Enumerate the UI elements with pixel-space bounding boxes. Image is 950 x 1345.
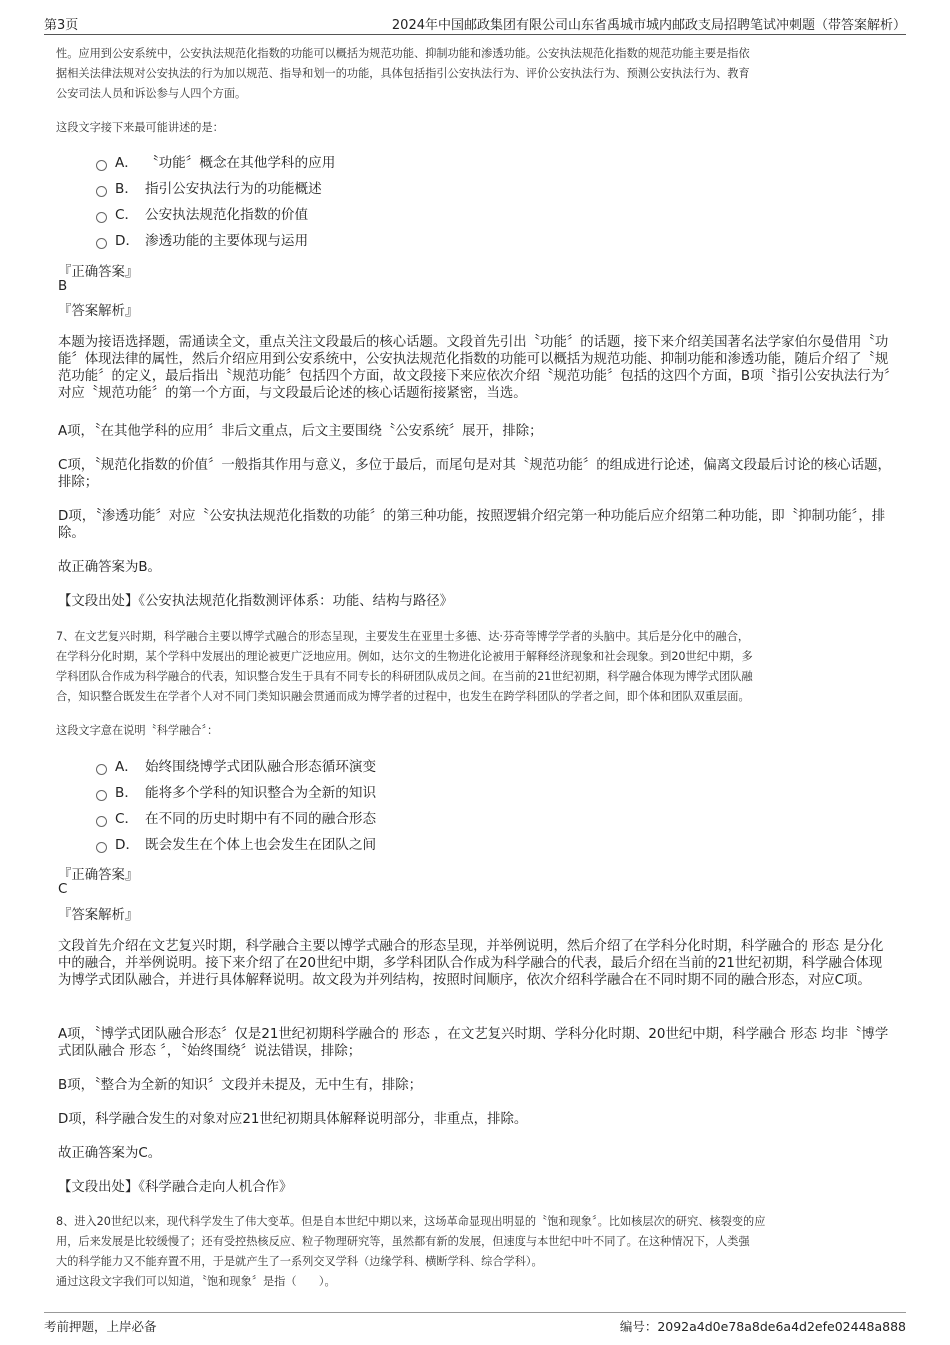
footer-slogan: 考前押题，上岸必备 [44, 1319, 157, 1334]
option-letter: B． [115, 181, 138, 197]
option-letter: B． [115, 785, 138, 801]
option-letter: C． [115, 811, 139, 827]
option-text: 始终围绕博学式团队融合形态循环演变 [145, 759, 377, 775]
q6-stem-line: 性。应用到公安系统中，公安执法规范化指数的功能可以概括为规范功能、抑制功能和渗透功能。公安执法规范化指数的规范功能主要是指依 [56, 47, 750, 60]
q8-stem [56, 1212, 898, 1292]
q8-stem-line: 通过这段文字我们可以知道，〝饱和现象〞是指（ ）。 [56, 1275, 336, 1288]
q8-stem-line: 大的科学能力又不能弃置不用，于是就产生了一系列交叉学科（边缘学科、横断学科、综合学科）。 [56, 1255, 543, 1268]
q6-prompt: 这段文字接下来最可能讲述的是： [56, 121, 224, 134]
q7-analysis-paragraph: B项，〝整合为全新的知识〞文段并未提及，无中生有，排除； [58, 1078, 423, 1093]
q7-option-d[interactable] [96, 835, 376, 855]
page-number: 第3页 [44, 18, 79, 33]
q6-stem-line: 公安司法人员和诉讼参与人四个方面。 [56, 87, 247, 100]
q6-analysis-paragraph: 故正确答案为B。 [58, 560, 161, 575]
radio-icon[interactable] [96, 238, 107, 249]
q7-option-b[interactable] [96, 783, 376, 803]
q6-option-c[interactable] [96, 205, 308, 225]
q7-source: 【文段出处】《科学融合走向人机合作》 [58, 1180, 293, 1195]
option-text: 〝功能〞概念在其他学科的应用 [145, 155, 336, 171]
option-letter: C． [115, 207, 139, 223]
q6-answer: B [58, 279, 68, 294]
q7-analysis-paragraph: 故正确答案为C。 [58, 1146, 162, 1161]
q6-option-a[interactable] [96, 153, 335, 173]
page-header [44, 14, 906, 35]
option-text: 既会发生在个体上也会发生在团队之间 [145, 837, 377, 853]
option-text: 渗透功能的主要体现与运用 [145, 233, 309, 249]
option-text: 公安执法规范化指数的价值 [145, 207, 309, 223]
option-letter: A． [115, 155, 138, 171]
option-letter: D． [115, 233, 140, 249]
q7-stem [56, 627, 898, 707]
q6-analysis-paragraph: A项，〝在其他学科的应用〞非后文重点，后文主要围绕〝公安系统〞展开，排除； [58, 424, 543, 439]
radio-icon[interactable] [96, 816, 107, 827]
q6-answer-label: 『正确答案』 [58, 265, 139, 280]
q6-source: 【文段出处】《公安执法规范化指数测评体系：功能、结构与路径》 [58, 594, 454, 609]
q8-stem-line: 8、进入20世纪以来，现代科学发生了伟大变革。但是自本世纪中期以来，这场革命显现出明显的〝饱和现象〞。比如核层次的研究、核裂变的应 [56, 1215, 766, 1228]
q6-stem-line: 据相关法律法规对公安执法的行为加以规范、指导和划一的功能，具体包括指引公安执法行为、评价公安执法行为、预测公安执法行为、教育 [56, 67, 750, 80]
q7-stem-line: 7、在文艺复兴时期，科学融合主要以博学式融合的形态呈现，主要发生在亚里士多德、达·芬奇等博学学者的头脑中。其后是分化中的融合， [56, 630, 750, 643]
q7-analysis-label: 『答案解析』 [58, 908, 139, 923]
page-footer [44, 1312, 906, 1339]
q7-analysis-paragraph: D项，科学融合发生的对象对应21世纪初期具体解释说明部分，非重点，排除。 [58, 1112, 528, 1127]
radio-icon[interactable] [96, 160, 107, 171]
option-text: 指引公安执法行为的功能概述 [145, 181, 322, 197]
q6-analysis-label: 『答案解析』 [58, 304, 139, 319]
q8-stem-line: 用，后来发展是比较缓慢了；还有受控热核反应、粒子物理研究等，虽然都有新的发展，但速度与本世纪中叶不同了。在这种情况下，人类强 [56, 1235, 750, 1248]
radio-icon[interactable] [96, 790, 107, 801]
q7-answer: C [58, 882, 68, 897]
q6-stem-continuation [56, 44, 898, 104]
radio-icon[interactable] [96, 764, 107, 775]
footer-serial: 编号：2092a4d0e78a8de6a4d2efe02448a888 [619, 1319, 906, 1334]
document-title: 2024年中国邮政集团有限公司山东省禹城市城内邮政支局招聘笔试冲刺题（带答案解析） [391, 18, 906, 33]
radio-icon[interactable] [96, 842, 107, 853]
radio-icon[interactable] [96, 186, 107, 197]
q6-analysis-paragraph: C项，〝规范化指数的价值〞一般指其作用与意义，多位于最后，而尾句是对其〝规范功能〞的组成进行论述，偏离文段最后讨论的核心话题，排除； [58, 458, 891, 490]
option-letter: A． [115, 759, 138, 775]
q6-analysis-paragraph: 本题为接语选择题，需通读全文，重点关注文段最后的核心话题。文段首先引出〝功能〞的话题，接下来介绍美国著名法学家伯尔曼借用〝功能〞体现法律的属性，然后介绍应用到公安系统中，公安执法规范化指数的功能可以概括为规范功能、抑制功能和渗透功能，随后介绍了〝规范功能〞的定义，最后指出〝规范功能〞包括四个方面，故文段接下来应依次介绍〝规范功能〞包括的这四个方面，B项〝指引公安执法行为〞对应〝规范功能〞的第一个方面，与文段最后论述的核心话题衔接紧密，当选。 [58, 335, 891, 401]
q7-stem-line: 合，知识整合既发生在学者个人对不同门类知识融会贯通而成为博学者的过程中，也发生在跨学科团队的学者之间，即个体和团队双重层面。 [56, 690, 750, 703]
q7-stem-line: 在学科分化时期，某个学科中发展出的理论被更广泛地应用。例如，达尔文的生物进化论被用于解释经济现象和社会现象。到20世纪中期，多 [56, 650, 753, 663]
option-text: 能将多个学科的知识整合为全新的知识 [145, 785, 377, 801]
q6-analysis-paragraph: D项，〝渗透功能〞对应〝公安执法规范化指数的功能〞的第三种功能，按照逻辑介绍完第一种功能后应介绍第二种功能，即〝抑制功能〞，排除。 [58, 509, 886, 541]
q7-analysis-paragraph: A项，〝博学式团队融合形态〞仅是21世纪初期科学融合的 形态 ，在文艺复兴时期、学科分化时期、20世纪中期，科学融合 形态 均非〝博学式团队融合 形态 〞，〝始终围绕〞说法错误，排除； [58, 1027, 889, 1059]
option-text: 在不同的历史时期中有不同的融合形态 [145, 811, 377, 827]
q7-stem-line: 学科团队合作成为科学融合的代表，知识整合发生于具有不同专长的科研团队成员之间。在当前的21世纪初期，科学融合体现为博学式团队融 [56, 670, 753, 683]
q7-answer-label: 『正确答案』 [58, 868, 139, 883]
q7-prompt: 这段文字意在说明〝科学融合〞： [56, 724, 219, 737]
q6-option-b[interactable] [96, 179, 322, 199]
q7-option-c[interactable] [96, 809, 376, 829]
q7-analysis-paragraph: 文段首先介绍在文艺复兴时期，科学融合主要以博学式融合的形态呈现，并举例说明，然后介绍了在学科分化时期，科学融合的 形态 是分化中的融合，并举例说明。接下来介绍了在20世纪中期，多学科团队合作成为科学融合的代表，最后介绍在当前的21世纪初期，科学融合体现为博学式团队融合，并进行具体解释说明。故文段为并列结构，按照时间顺序，依次介绍科学融合在不同时期不同的融合形态，对应C项。 [58, 939, 884, 988]
q6-option-d[interactable] [96, 231, 308, 251]
option-letter: D． [115, 837, 140, 853]
radio-icon[interactable] [96, 212, 107, 223]
q7-option-a[interactable] [96, 757, 376, 777]
